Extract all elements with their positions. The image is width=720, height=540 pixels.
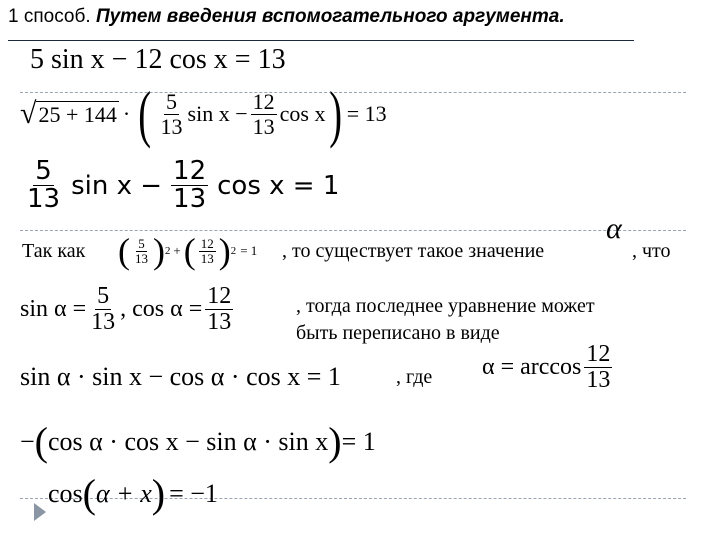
text-where: , где bbox=[396, 366, 433, 388]
dot-operator: · bbox=[122, 101, 131, 126]
left-paren: ( bbox=[138, 78, 152, 149]
right-paren: ) bbox=[329, 78, 343, 149]
text-since: Так как bbox=[22, 240, 86, 262]
alpha-arccos: α = arccos $\frac{12}{13}$ bbox=[482, 341, 611, 394]
text-rewritten: быть переписано в виде bbox=[296, 322, 500, 344]
title-rule bbox=[8, 40, 634, 41]
equation-3 bbox=[22, 158, 339, 214]
sin-cos-values: sin α = $\frac{5}{13}$ , cos α = $\frac{12}{13}$ bbox=[20, 283, 232, 336]
title-prefix: 1 способ. bbox=[8, 6, 91, 27]
sqrt-symbol: √ bbox=[20, 97, 37, 130]
fraction-12-13: $\frac{12}{13}$ bbox=[173, 156, 207, 215]
equation-8: cos ( α + x ) = −1 bbox=[48, 471, 218, 516]
fraction-5-13: $\frac{5}{13}$ bbox=[160, 89, 183, 139]
cos-term: cos x = 1 bbox=[217, 170, 340, 201]
cos-term: cos x bbox=[279, 101, 326, 126]
sin-term: sin x − bbox=[71, 170, 163, 201]
fraction-12-13: $\frac{12}{13}$ bbox=[252, 89, 275, 139]
alpha-symbol: α bbox=[606, 212, 622, 245]
rhs: = 13 bbox=[346, 101, 387, 126]
text-then: , тогда последнее уравнение может bbox=[296, 295, 595, 317]
sqrt-radicand: 25 + 144 bbox=[38, 101, 117, 127]
text-that: , что bbox=[632, 240, 671, 262]
equation-1: 5 sin x − 12 cos x = 13 bbox=[30, 44, 286, 75]
slide-title bbox=[8, 6, 565, 28]
fraction-5-13: $\frac{5}{13}$ bbox=[27, 156, 61, 215]
equation-2 bbox=[20, 78, 387, 149]
sin-term: sin x − bbox=[187, 101, 248, 126]
equation-7: − ( cos α · cos x − sin α · sin x ) = 1 bbox=[20, 419, 376, 464]
equation-6: sin α · sin x − cos α · cos x = 1 bbox=[20, 362, 341, 391]
sum-of-squares: ( $\frac{5}{13}$ ) 2 + ( $\frac{12}{13}$ ) 2 = 1 bbox=[118, 231, 258, 271]
bullet-arrow-icon bbox=[34, 503, 46, 521]
text-exists: , то существует такое значение bbox=[282, 240, 545, 262]
title-rest: Путем введения вспомогательного аргумента. bbox=[95, 6, 565, 27]
